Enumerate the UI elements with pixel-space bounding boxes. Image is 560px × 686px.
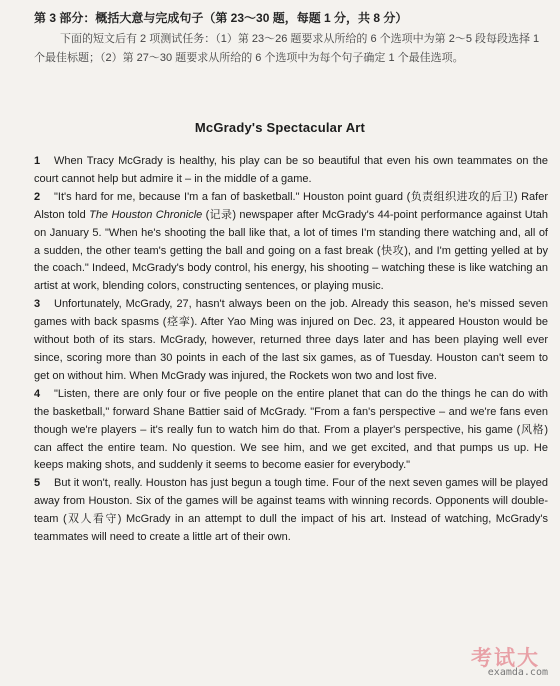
paragraph-text: But it won't, really. Houston has just begun a tough time. Four of the next seven games will be played away from Houston. Six of the games will be against teams with winning records. Opponents will double-team (双人看守) McGrady in an attempt to dull the impact of his art. Instead of watching, McGrady's teammates will need to create a little art of their own. bbox=[34, 477, 548, 544]
paragraph-3 bbox=[34, 296, 548, 386]
watermark-text: 考试大 bbox=[471, 646, 540, 670]
paragraph-number: 1 bbox=[34, 155, 41, 167]
paragraph-2 bbox=[34, 189, 548, 296]
paragraph-text: (记录) newspaper after McGrady's 44-point performance against Utah on January 5. "When he's shooting the ball like that, a lot of times I'm standing there watching and, all of a sudden, the other team's getting the ball and going on a fast break (快攻), and I'm getting yelled at by the coach." Indeed, McGrady's body control, his energy, his shooting – watching these is like watching an artist at work, blending colors, constructing sentences, or playing music. bbox=[34, 208, 548, 293]
paragraph-number: 5 bbox=[34, 477, 41, 490]
paragraph-text: "It's hard for me, because I'm a fan of basketball." Houston point guard (负责组织进攻的后卫) Rafer Alston told bbox=[34, 190, 548, 221]
instructions: 下面的短文后有 2 项测试任务：（1）第 23～26 题要求从所给的 6 个选项中为第 2～5 段每段选择 1 个最佳标题；（2）第 27～30 题要求从所给的 6 个选项中为每个句子确定 1 个最佳选项。 bbox=[34, 33, 540, 64]
article-title: McGrady's Spectacular Art bbox=[194, 120, 366, 135]
paragraph-4 bbox=[34, 386, 548, 476]
paragraph-number: 2 bbox=[34, 190, 41, 203]
section-title: 第 3 部分：概括大意与完成句子（第 23～30 题，每题 1 分，共 8 分） bbox=[34, 11, 408, 25]
paragraph-number: 3 bbox=[34, 298, 41, 311]
paragraph-5 bbox=[34, 475, 548, 547]
paragraph-text: "Listen, there are only four or five people on the entire planet that can do the things he can do with the basketball," forward Shane Battier said of McGrady. "From a fan's perspective – and we're fans even though we're players – it's really fun to watch him do that. From a player's perspective, his game (风格) can affect the entire team. No question. We see him, and we get excited, and that pumps us up. He keeps making shots, and suddenly it seems to become easier for everybody." bbox=[34, 387, 548, 472]
article-body bbox=[34, 153, 548, 547]
watermark-url: examda.com bbox=[487, 667, 548, 678]
watermark-logo bbox=[456, 642, 552, 682]
paragraph-number: 4 bbox=[34, 387, 41, 400]
paragraph-text: When Tracy McGrady is healthy, his play can be so beautiful that even his own teammates on the court cannot help but admire it – in the middle of a game. bbox=[34, 155, 548, 185]
newspaper-name: The Houston Chronicle bbox=[89, 208, 203, 221]
paragraph-text: Unfortunately, McGrady, 27, hasn't always been on the job. Already this season, he's missed seven games with back spasms (痉挛). After Yao Ming was injured on Dec. 23, it appeared Houston would be without both of its stars. McGrady, however, returned three days later and has been playing well ever since, scoring more than 30 points in each of the last six games, as of Tuesday. Houston can't seem to get on without him. When McGrady was injured, the Rockets won two and lost five. bbox=[34, 298, 548, 382]
paragraph-1 bbox=[34, 153, 548, 189]
